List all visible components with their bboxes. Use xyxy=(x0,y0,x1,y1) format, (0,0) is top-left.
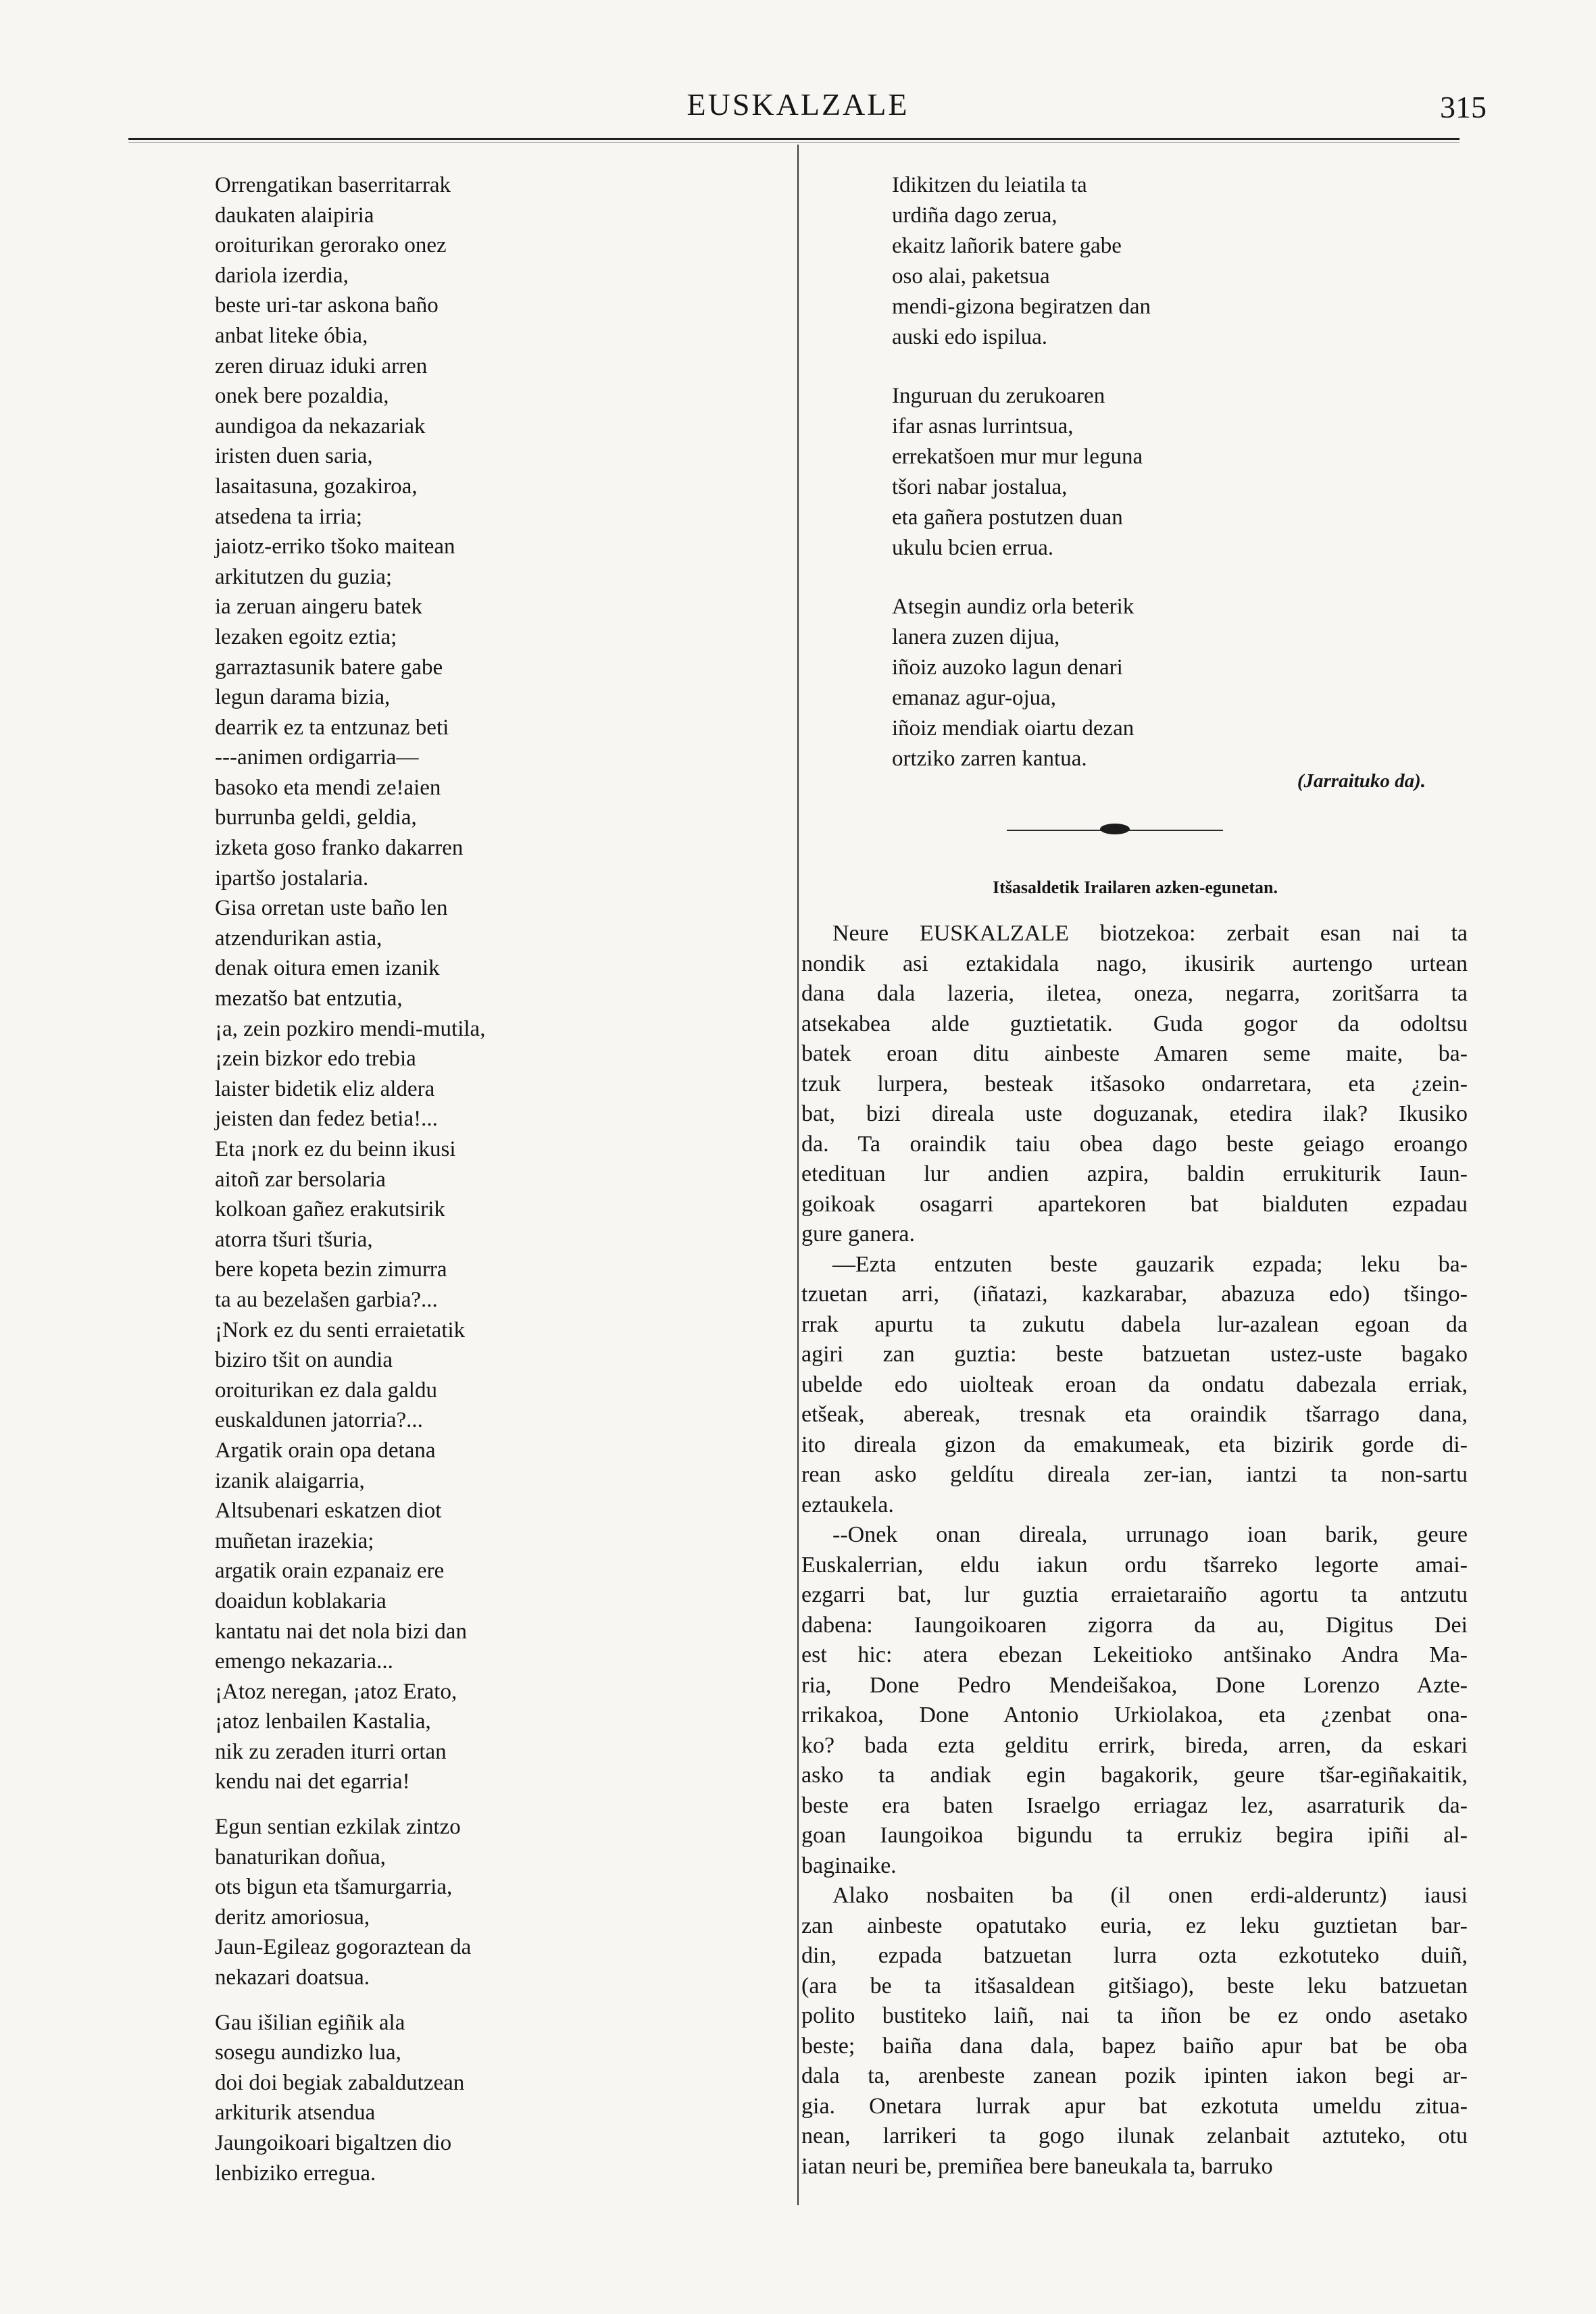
letter-line: ubelde edo uiolteak eroan da ondatu dabezala erriak, xyxy=(801,1372,1468,1397)
poem-line: ots bigun eta tšamurgarria, xyxy=(215,1875,453,1900)
letter-line: Euskalerrian, eldu iakun ordu tšarreko legorte amai- xyxy=(801,1552,1468,1578)
poem-line: auski edo ispilua. xyxy=(892,325,1048,349)
poem-line: atsedena ta irria; xyxy=(215,504,363,529)
poem-line: argatik orain ezpanaiz ere xyxy=(215,1559,445,1584)
letter-line: beste; baiña dana dala, bapez baiño apur bat be oba xyxy=(801,2033,1468,2059)
letter-line: ezgarri bat, lur guztia erraietaraiño agortu ta antzutu xyxy=(801,1582,1468,1607)
letter-line: etšeak, abereak, tresnak eta oraindik tšarrago dana, xyxy=(801,1402,1468,1427)
poem-line: muñetan irazekia; xyxy=(215,1528,374,1553)
poem-line: nekazari doatsua. xyxy=(215,1965,370,1990)
letter-line: agiri zan guztia: beste batzuetan ustez-uste bagako xyxy=(801,1342,1468,1367)
letter-line: --Onek onan direala, urrunago ioan barik, geure xyxy=(832,1522,1468,1547)
poem-line: Eta ¡nork ez du beinn ikusi xyxy=(215,1137,456,1161)
poem-line: errekatšoen mur mur leguna xyxy=(892,445,1143,469)
poem-line: kantatu nai det nola bizi dan xyxy=(215,1619,467,1644)
letter-line: etedituan lur andien azpira, baldin errukiturik Iaun- xyxy=(801,1161,1468,1186)
letter-line: asko ta andiak egin bagakorik, geure tšar-egiñakaitik, xyxy=(801,1763,1468,1788)
continued-note: (Jarraituko da). xyxy=(1297,770,1426,792)
poem-line: Jaun-Egileaz gogoraztean da xyxy=(215,1935,472,1960)
poem-line: emanaz agur-ojua, xyxy=(892,686,1057,710)
running-header-title: EUSKALZALE xyxy=(687,87,909,122)
poem-line: jeisten dan fedez betia!... xyxy=(215,1107,438,1132)
poem-line: izketa goso franko dakarren xyxy=(215,836,464,861)
poem-stanza xyxy=(892,170,1432,353)
poem-line: denak oitura emen izanik xyxy=(215,956,440,981)
poem-line: bere kopeta bezin zimurra xyxy=(215,1257,447,1282)
poem-line: arkitutzen du guzia; xyxy=(215,564,393,589)
poem-line: euskaldunen jatorria?... xyxy=(215,1408,423,1433)
poem-stanza xyxy=(892,381,1432,563)
poem-line: zeren diruaz iduki arren xyxy=(215,353,428,378)
poem-line: emengo nekazaria... xyxy=(215,1649,393,1674)
page-number: 315 xyxy=(1440,90,1487,124)
poem-line: dearrik ez ta entzunaz beti xyxy=(215,715,449,740)
poem-line: ¡zein bizkor edo trebia xyxy=(215,1047,416,1072)
poem-line: mezatšo bat entzutia, xyxy=(215,986,403,1011)
poem-line: ifar asnas lurrintsua, xyxy=(892,414,1074,438)
letter-line: dana dala lazeria, iletea, oneza, negarra, zoritšarra ta xyxy=(801,981,1468,1006)
poem-line: Altsubenari eskatzen diot xyxy=(215,1499,442,1524)
poem-line: lasaitasuna, gozakiroa, xyxy=(215,474,418,499)
letter-line: rean asko geldítu direala zer-ian, iantzi ta non-sartu xyxy=(801,1462,1468,1487)
poem-line: ¡a, zein pozkiro mendi-mutila, xyxy=(215,1016,486,1041)
poem-line: ipartšo jostalaria. xyxy=(215,865,369,890)
poem-stanza xyxy=(215,1812,614,1993)
poem-line: onek bere pozaldia, xyxy=(215,384,389,409)
poem-line: ¡Nork ez du senti erraietatik xyxy=(215,1317,466,1342)
poem-line: arkiturik atsendua xyxy=(215,2101,376,2126)
letter-line: goikoak osagarri apartekoren bat bialduten ezpadau xyxy=(801,1191,1468,1217)
poem-line: biziro tšit on aundia xyxy=(215,1348,393,1373)
letter-line: (ara be ta itšasaldean gitšiago), beste leku batzuetan xyxy=(801,1973,1468,1998)
poem-line: dariola izerdia, xyxy=(215,263,349,288)
poem-line: basoko eta mendi ze!aien xyxy=(215,775,441,800)
poem-line: aitoñ zar bersolaria xyxy=(215,1167,386,1192)
letter-line: rrikakoa, Done Antonio Urkiolakoa, eta ¿zenbat ona- xyxy=(801,1703,1468,1728)
poem-line: nik zu zeraden iturri ortan xyxy=(215,1739,447,1764)
poem-line: garraztasunik batere gabe xyxy=(215,655,443,680)
letter-line: est hic: atera ebezan Lekeitioko antšinako Andra Ma- xyxy=(801,1642,1468,1667)
poem-line: Orrengatikan baserritarrak xyxy=(215,173,451,197)
letter-line: Neure EUSKALZALE biotzekoa: zerbait esan nai ta xyxy=(832,921,1468,946)
letter-line: —Ezta entzuten beste gauzarik ezpada; leku ba- xyxy=(832,1251,1468,1277)
poem-line: ia zeruan aingeru batek xyxy=(215,595,422,620)
poem-line: Gisa orretan uste baño len xyxy=(215,896,448,921)
poem-line: iñoiz mendiak oiartu dezan xyxy=(892,716,1134,740)
letter-line: bat, bizi direala uste doguzanak, etedira ilak? Ikusiko xyxy=(801,1101,1468,1126)
poem-line: lenbiziko erregua. xyxy=(215,2161,376,2186)
poem-line: sosegu aundizko lua, xyxy=(215,2040,401,2065)
letter-line: goan Iaungoikoa bigundu ta errukiz begira ipiñi al- xyxy=(801,1823,1468,1848)
letter-line: atsekabea alde guztietatik. Guda gogor da odoltsu xyxy=(801,1011,1468,1036)
letter-body xyxy=(801,919,1468,2182)
poem-line: oroiturikan gerorako onez xyxy=(215,233,447,258)
poem-stanza xyxy=(892,592,1432,774)
poem-line: banaturikan doñua, xyxy=(215,1844,386,1869)
poem-line: ekaitz lañorik batere gabe xyxy=(892,234,1122,258)
poem-line: legun darama bizia, xyxy=(215,685,391,710)
poem-line: iristen duen saria, xyxy=(215,444,373,469)
poem-line: Gau išilian egiñik ala xyxy=(215,2010,405,2035)
poem-line: doaidun koblakaria xyxy=(215,1588,386,1613)
poem-line: deritz amoriosua, xyxy=(215,1905,370,1930)
poem-line: urdiña dago zerua, xyxy=(892,203,1057,228)
poem-line: eta gañera postutzen duan xyxy=(892,505,1123,530)
letter-line: gia. Onetara lurrak apur bat ezkotuta umeldu zitua- xyxy=(801,2093,1468,2119)
letter-line: tzuk lurpera, besteak itšasoko ondarretara, eta ¿zein- xyxy=(801,1071,1468,1097)
poem-line: doi doi begiak zabaldutzean xyxy=(215,2070,465,2095)
letter-line: baginaike. xyxy=(801,1853,897,1878)
poem-line: oso alai, paketsua xyxy=(892,264,1050,288)
poem-stanza xyxy=(215,170,614,1797)
left-column-poem xyxy=(215,170,614,2188)
poem-stanza xyxy=(215,2008,614,2189)
poem-line: Inguruan du zerukoaren xyxy=(892,384,1105,408)
letter-line: batek eroan ditu ainbeste Amaren seme maite, ba- xyxy=(801,1041,1468,1066)
letter-line: polito bustiteko laiñ, nai ta iñon be ez ondo asetako xyxy=(801,2003,1468,2028)
poem-line: ortziko zarren kantua. xyxy=(892,747,1087,771)
poem-line: Argatik orain opa detana xyxy=(215,1438,436,1463)
poem-line: iñoiz auzoko lagun denari xyxy=(892,655,1123,680)
letter-line: nean, larrikeri ta gogo ilunak zelanbait aztuteko, otu xyxy=(801,2123,1468,2148)
letter-dateline: Itšasaldetik Irailaren azken-egunetan. xyxy=(992,878,1278,897)
poem-line: Egun sentian ezkilak zintzo xyxy=(215,1815,461,1840)
poem-line: jaiotz-erriko tšoko maitean xyxy=(215,534,455,559)
poem-line: ukulu bcien errua. xyxy=(892,536,1054,560)
letter-line: gure ganera. xyxy=(801,1222,916,1247)
poem-line: tšori nabar jostalua, xyxy=(892,475,1068,499)
poem-line: lezaken egoitz eztia; xyxy=(215,624,397,649)
poem-line: ---animen ordigarria— xyxy=(215,745,419,770)
letter-line: rrak apurtu ta zukutu dabela lur-azalean egoan da xyxy=(801,1311,1468,1337)
letter-line: iatan neuri be, premiñea bere baneukala ta, barruko xyxy=(801,2153,1273,2179)
letter-line: beste era baten Israelgo erriagaz lez, asarraturik da- xyxy=(801,1792,1468,1818)
poem-line: Atsegin aundiz orla beterik xyxy=(892,595,1134,619)
letter-line: ko? bada ezta gelditu errirk, bireda, arren, da eskari xyxy=(801,1732,1468,1758)
right-column-poem xyxy=(892,170,1432,803)
letter-line: eztaukela. xyxy=(801,1492,894,1517)
letter-line: ito direala gizon da emakumeak, eta bizirik gorde di- xyxy=(801,1432,1468,1457)
poem-line: anbat liteke óbia, xyxy=(215,323,368,348)
poem-line: izanik alaigarria, xyxy=(215,1468,365,1493)
letter-line: zan ainbeste opatutako euria, ez leku guztietan bar- xyxy=(801,1913,1468,1938)
letter-line: da. Ta oraindik taiu obea dago beste geiago eroango xyxy=(801,1131,1468,1157)
poem-line: kendu nai det egarria! xyxy=(215,1769,410,1794)
poem-line: aundigoa da nekazariak xyxy=(215,413,426,438)
letter-line: Alako nosbaiten ba (il onen erdi-alderuntz) iausi xyxy=(832,1883,1468,1908)
poem-line: atzendurikan astia, xyxy=(215,926,382,951)
poem-line: Jaungoikoari bigaltzen dio xyxy=(215,2131,452,2155)
poem-line: oroiturikan ez dala galdu xyxy=(215,1378,437,1403)
letter-line: tzuetan arri, (iñatazi, kazkarabar, abazuza edo) tšingo- xyxy=(801,1282,1468,1307)
letter-line: din, ezpada batzuetan lurra ozta ezkotuteko duiñ, xyxy=(801,1943,1468,1968)
poem-line: burrunba geldi, geldia, xyxy=(215,805,417,830)
header-rule-thin xyxy=(128,142,1460,143)
letter-line: dabena: Iaungoikoaren zigorra da au, Digitus Dei xyxy=(801,1612,1468,1638)
poem-line: ta au bezelašen garbia?... xyxy=(215,1287,438,1312)
letter-line: nondik asi eztakidala nago, ikusirik aurtengo urtean xyxy=(801,951,1468,976)
header-rule xyxy=(128,138,1460,140)
poem-line: daukaten alaipiria xyxy=(215,203,374,228)
poem-line: Idikitzen du leiatila ta xyxy=(892,173,1087,197)
separator-ornament xyxy=(1100,824,1130,834)
column-divider xyxy=(797,145,799,2205)
poem-line: mendi-gizona begiratzen dan xyxy=(892,295,1151,319)
poem-line: lanera zuzen dijua, xyxy=(892,625,1060,649)
poem-line: laister bidetik eliz aldera xyxy=(215,1076,435,1101)
poem-line: ¡atoz lenbailen Kastalia, xyxy=(215,1709,431,1734)
letter-line: dala ta, arenbeste zanean pozik ipinten iakon begi ar- xyxy=(801,2063,1468,2088)
letter-line: ria, Done Pedro Mendeišakoa, Done Lorenzo Azte- xyxy=(801,1672,1468,1698)
poem-line: atorra tšuri tšuria, xyxy=(215,1227,373,1252)
poem-line: beste uri-tar askona baño xyxy=(215,293,439,318)
poem-line: ¡Atoz neregan, ¡atoz Erato, xyxy=(215,1679,457,1704)
poem-line: kolkoan gañez erakutsirik xyxy=(215,1197,445,1222)
